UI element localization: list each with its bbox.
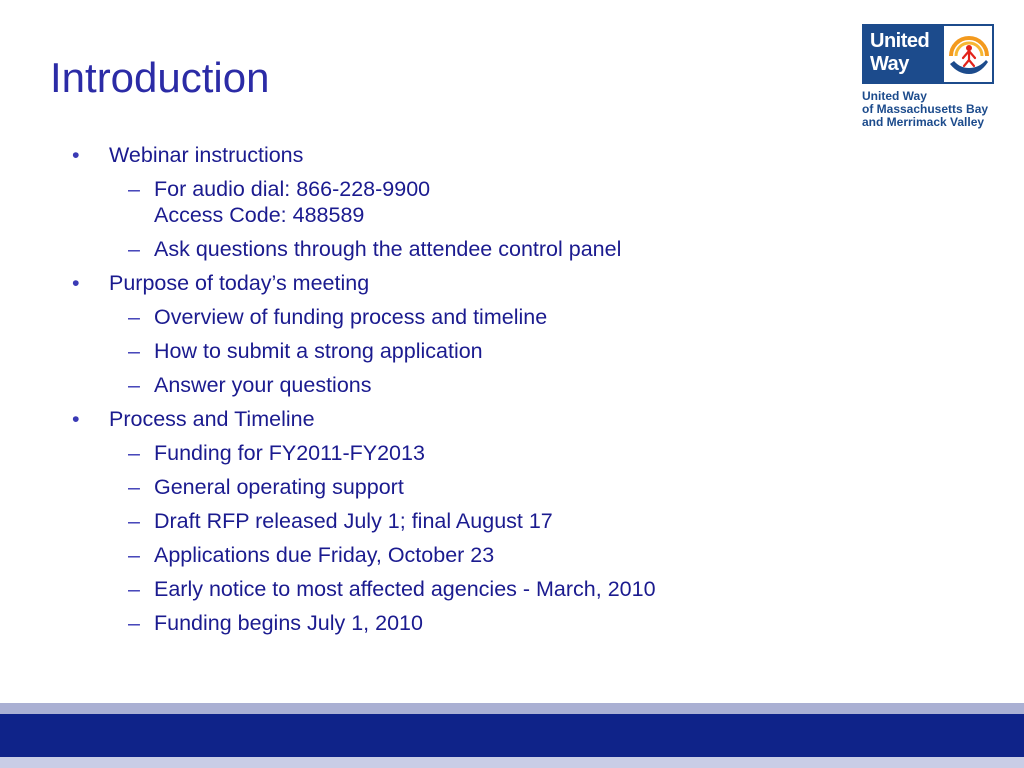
sub-bullet-text: Funding for FY2011-FY2013 bbox=[154, 441, 425, 465]
footer-band-light bbox=[0, 703, 1024, 714]
sub-bullet-text: Early notice to most affected agencies - March, 2010 bbox=[154, 577, 656, 601]
dash-icon: – bbox=[128, 373, 140, 397]
dash-icon: – bbox=[128, 441, 140, 465]
united-way-logo bbox=[862, 24, 1002, 129]
footer-band-bottom bbox=[0, 757, 1024, 768]
dash-icon: – bbox=[128, 509, 140, 533]
sub-bullet bbox=[72, 440, 892, 466]
sub-bullet-text: Funding begins July 1, 2010 bbox=[154, 611, 423, 635]
logo-caption-line: and Merrimack Valley bbox=[862, 115, 985, 129]
dash-icon: – bbox=[128, 339, 140, 363]
sub-bullet-text: Applications due Friday, October 23 bbox=[154, 543, 495, 567]
bullet-webinar bbox=[72, 142, 892, 168]
sub-bullet bbox=[72, 372, 892, 398]
sub-bullet bbox=[72, 610, 892, 636]
logo-word-way: Way bbox=[870, 53, 909, 75]
bullet-icon: • bbox=[72, 407, 80, 431]
bullet-text: Webinar instructions bbox=[109, 143, 304, 167]
sub-bullet-text: How to submit a strong application bbox=[154, 339, 483, 363]
bullet-icon: • bbox=[72, 143, 80, 167]
dash-icon: – bbox=[128, 543, 140, 567]
slide-title: Introduction bbox=[50, 54, 270, 101]
sub-bullet bbox=[72, 542, 892, 568]
sub-bullet-text: Access Code: 488589 bbox=[154, 203, 365, 227]
sub-bullet bbox=[72, 508, 892, 534]
sub-bullet-text: Overview of funding process and timeline bbox=[154, 305, 548, 329]
dash-icon: – bbox=[128, 237, 140, 261]
sub-bullet-questions bbox=[72, 236, 892, 262]
slide-body bbox=[72, 142, 892, 644]
sub-bullet bbox=[72, 304, 892, 330]
sub-bullet-text: Ask questions through the attendee control panel bbox=[154, 237, 622, 261]
logo-caption-line: of Massachusetts Bay bbox=[862, 102, 989, 116]
sub-bullet-text: Answer your questions bbox=[154, 373, 372, 397]
sub-bullet-text: General operating support bbox=[154, 475, 404, 499]
bullet-purpose bbox=[72, 270, 892, 296]
dash-icon: – bbox=[128, 611, 140, 635]
dash-icon: – bbox=[128, 305, 140, 329]
hand-rainbow-icon bbox=[946, 28, 992, 80]
dash-icon: – bbox=[128, 475, 140, 499]
logo-wordmark bbox=[864, 26, 944, 82]
footer-band-dark bbox=[0, 714, 1024, 757]
bullet-text: Process and Timeline bbox=[109, 407, 315, 431]
logo-caption-line: United Way bbox=[862, 89, 927, 103]
sub-bullet-text: Draft RFP released July 1; final August 17 bbox=[154, 509, 553, 533]
dash-icon: – bbox=[128, 177, 140, 201]
bullet-icon: • bbox=[72, 271, 80, 295]
logo-word-united: United bbox=[870, 30, 930, 52]
bullet-process bbox=[72, 406, 892, 432]
sub-bullet bbox=[72, 338, 892, 364]
dash-icon: – bbox=[128, 577, 140, 601]
sub-bullet bbox=[72, 474, 892, 500]
logo-box bbox=[862, 24, 994, 84]
logo-caption bbox=[862, 90, 1002, 129]
sub-bullet-text: For audio dial: 866-228-9900 bbox=[154, 177, 431, 201]
sub-bullet bbox=[72, 576, 892, 602]
bullet-text: Purpose of today’s meeting bbox=[109, 271, 370, 295]
sub-bullet-audio bbox=[72, 176, 892, 228]
